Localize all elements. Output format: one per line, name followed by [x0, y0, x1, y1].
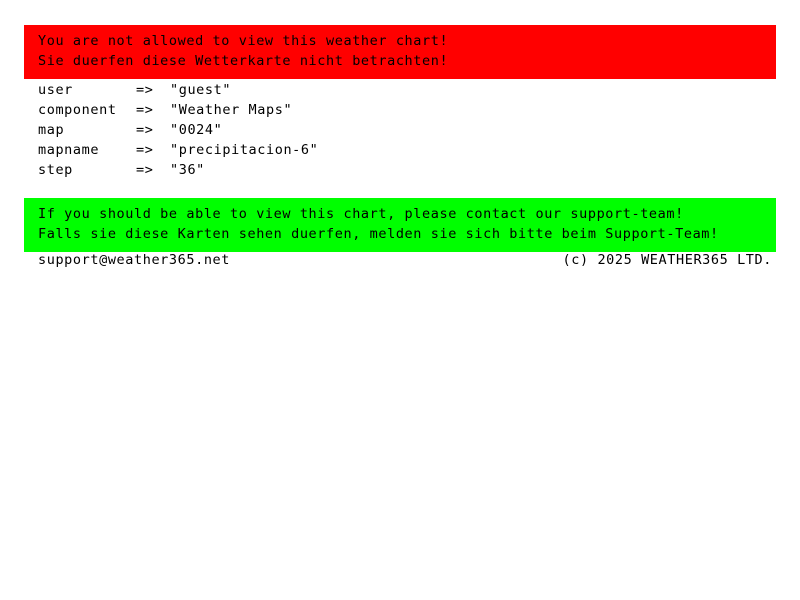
- support-email-link[interactable]: support@weather365.net: [38, 252, 231, 268]
- copyright-text: (c) 2025 WEATHER365 LTD.: [562, 252, 772, 268]
- param-key-step: step: [38, 162, 73, 178]
- param-arrow: =>: [136, 82, 154, 98]
- param-value-component: "Weather Maps": [170, 102, 293, 118]
- param-value-user: "guest": [170, 82, 232, 98]
- support-info-banner: [24, 198, 776, 252]
- param-row: [38, 100, 638, 120]
- param-key-mapname: mapname: [38, 142, 100, 158]
- param-key-user: user: [38, 82, 73, 98]
- param-arrow: =>: [136, 102, 154, 118]
- param-key-map: map: [38, 122, 65, 138]
- param-arrow: =>: [136, 142, 154, 158]
- support-info-text-de: Falls sie diese Karten sehen duerfen, melden sie sich bitte beim Support-Team!: [38, 226, 719, 242]
- param-value-mapname: "precipitacion-6": [170, 142, 319, 158]
- param-arrow: =>: [136, 162, 154, 178]
- support-info-text-en: If you should be able to view this chart, please contact our support-team!: [38, 206, 684, 222]
- param-value-step: "36": [170, 162, 205, 178]
- page-footer: [38, 250, 778, 270]
- param-row: [38, 160, 638, 180]
- param-value-map: "0024": [170, 122, 223, 138]
- access-denied-banner: [24, 25, 776, 79]
- request-parameters: [38, 80, 638, 180]
- param-row: [38, 80, 638, 100]
- param-row: [38, 140, 638, 160]
- access-denied-text-en: You are not allowed to view this weather chart!: [38, 33, 449, 49]
- param-row: [38, 120, 638, 140]
- param-arrow: =>: [136, 122, 154, 138]
- param-key-component: component: [38, 102, 117, 118]
- access-denied-text-de: Sie duerfen diese Wetterkarte nicht betrachten!: [38, 53, 449, 69]
